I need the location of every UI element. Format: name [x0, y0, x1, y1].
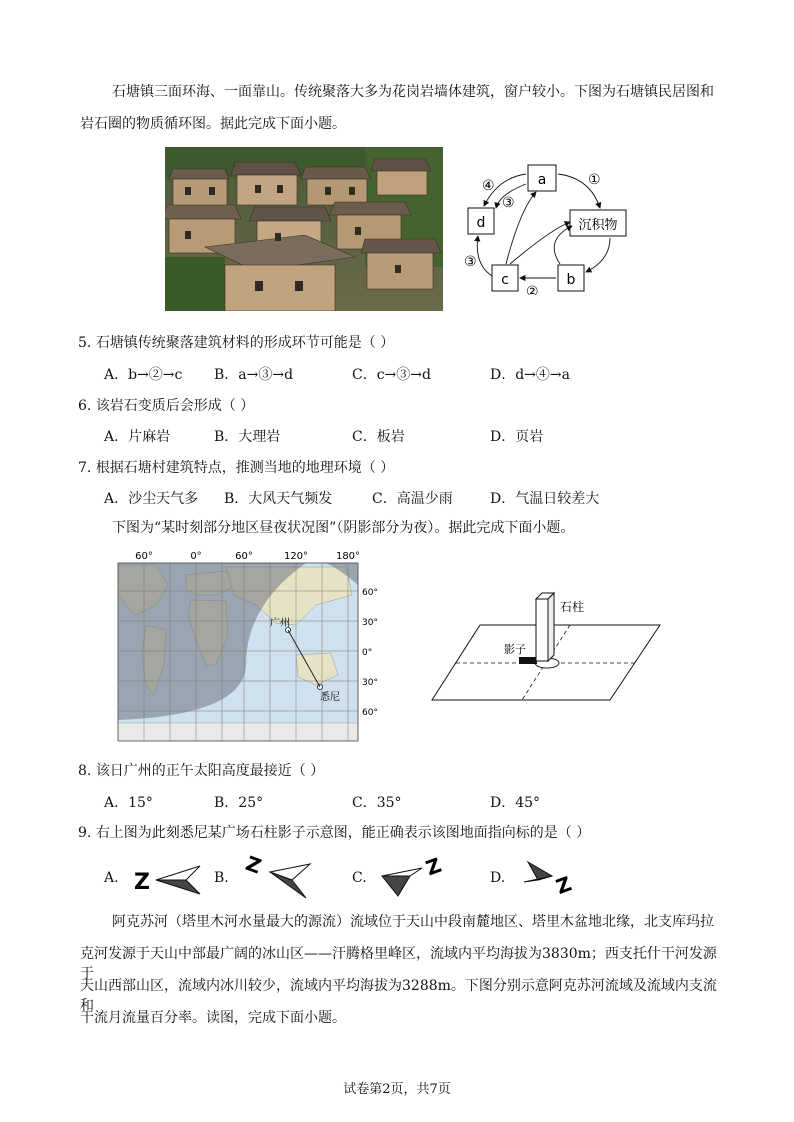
passage-line-4: 干流月流量百分率。读图，完成下面小题。 — [80, 1010, 346, 1026]
day-night-map — [116, 545, 378, 745]
lon-label-3: 60° — [235, 551, 253, 562]
passage-line-1: 阿克苏河（塔里木河水量最大的源流）流域位于天山中段南麓地区、塔里木盆地北缘，北支库玛拉 — [112, 914, 714, 930]
compass-letter-d: Z — [552, 871, 575, 899]
lat-label-30s: 30° — [362, 678, 378, 688]
label-a: a — [537, 172, 547, 188]
question-6: 6. 该岩石变质后会形成（ ） — [78, 398, 255, 414]
question-5: 5. 石塘镇传统聚落建筑材料的形成环节可能是（ ） — [78, 335, 395, 351]
shadow-label: 影子 — [504, 643, 526, 656]
village-photo — [165, 147, 443, 311]
lat-label-0: 0° — [362, 648, 373, 658]
passage-line-3: 天山西部山区，流域内冰川较少，流域内平均海拔为3288m。下图分别示意阿克苏河流域及流域内支流和 — [80, 978, 717, 1014]
label-c: c — [501, 272, 509, 288]
q7-option-b[interactable]: B．大风天气频发 — [224, 491, 333, 507]
pillar-shadow-diagram — [430, 585, 665, 705]
intro-line-1: 石塘镇三面环海、一面靠山。传统聚落大多为花岗岩墙体建筑，窗户较小。下图为石塘镇民居图和 — [112, 84, 714, 100]
question-9: 9. 右上图为此刻悉尼某广场石柱影子示意图，能正确表示该图地面指向标的是（ ） — [78, 825, 591, 841]
q7-option-d[interactable]: D．气温日较差大 — [490, 491, 600, 507]
lat-label-60n: 60° — [362, 588, 378, 598]
q9-option-b-label[interactable]: B. — [214, 870, 229, 886]
marker-3-lower: ③ — [464, 254, 477, 270]
label-b: b — [566, 272, 576, 288]
question-7: 7. 根据石塘村建筑特点，推测当地的地理环境（ ） — [78, 460, 395, 476]
q6-option-d[interactable]: D．页岩 — [490, 429, 544, 445]
label-d: d — [476, 215, 486, 231]
page-footer: 试卷第2页，共7页 — [343, 1082, 451, 1097]
label-sediment: 沉积物 — [578, 218, 618, 233]
q5-option-b[interactable]: B．a→③→d — [214, 367, 294, 383]
q6-option-c[interactable]: C．板岩 — [352, 429, 405, 445]
lon-label-1: 60° — [135, 551, 153, 562]
lon-label-4: 120° — [283, 551, 309, 562]
lat-label-30n: 30° — [362, 618, 378, 628]
question-8: 8. 该日广州的正午太阳高度最接近（ ） — [78, 763, 325, 779]
passage-line-2: 克河发源于天山中部最广阔的冰山区——汗腾格里峰区，流域内平均海拔为3830m；西支托什干河发源于 — [80, 946, 717, 982]
q8-option-b[interactable]: B．25° — [214, 795, 264, 811]
arrow-c-sediment — [510, 222, 570, 264]
q7-option-c[interactable]: C．高温少雨 — [372, 491, 453, 507]
intro-line-2: 岩石圈的物质循环图。据此完成下面小题。 — [80, 116, 346, 132]
pillar — [536, 599, 548, 661]
shadow — [519, 657, 537, 664]
rock-cycle-diagram — [460, 160, 640, 295]
q8-option-a[interactable]: A．15° — [104, 795, 153, 811]
guangzhou-label: 广州 — [270, 618, 290, 629]
lon-label-2: 0° — [190, 551, 202, 562]
q5-option-d[interactable]: D．d→④→a — [490, 367, 570, 383]
lat-label-60s: 60° — [362, 708, 378, 718]
q8-option-c[interactable]: C．35° — [352, 795, 402, 811]
compass-letter-a: Z — [134, 870, 150, 895]
compass-letter-b: Z — [242, 851, 265, 879]
q5-option-c[interactable]: C．c→③→d — [352, 367, 431, 383]
pillar-label: 石柱 — [560, 600, 585, 614]
marker-1: ① — [588, 172, 601, 188]
q9-option-c-compass[interactable] — [380, 850, 460, 900]
q8-option-d[interactable]: D．45° — [490, 795, 541, 811]
intro-2: 下图为“某时刻部分地区昼夜状况图”（阴影部分为夜）。据此完成下面小题。 — [112, 520, 575, 536]
arrow-sediment-b — [586, 238, 610, 272]
q9-option-d-label[interactable]: D. — [490, 870, 506, 886]
q9-option-a-compass[interactable] — [128, 860, 208, 900]
q9-option-a-label[interactable]: A. — [104, 870, 119, 886]
lon-label-5: 180° — [335, 551, 361, 562]
q9-option-c-label[interactable]: C. — [352, 870, 367, 886]
q6-option-b[interactable]: B．大理岩 — [214, 429, 281, 445]
marker-4: ④ — [482, 178, 495, 194]
q7-option-a[interactable]: A．沙尘天气多 — [104, 491, 199, 507]
marker-2: ② — [526, 284, 539, 295]
q6-option-a[interactable]: A．片麻岩 — [104, 429, 171, 445]
marker-3-upper: ③ — [502, 195, 515, 211]
q5-option-a[interactable]: A．b→②→c — [104, 367, 183, 383]
arrow-b-sediment — [554, 226, 572, 264]
sydney-label: 悉尼 — [320, 692, 340, 703]
q9-option-b-compass[interactable] — [240, 850, 320, 900]
q9-option-d-compass[interactable] — [518, 852, 588, 902]
compass-letter-c: Z — [422, 852, 445, 881]
arrow-c-d — [477, 236, 492, 276]
